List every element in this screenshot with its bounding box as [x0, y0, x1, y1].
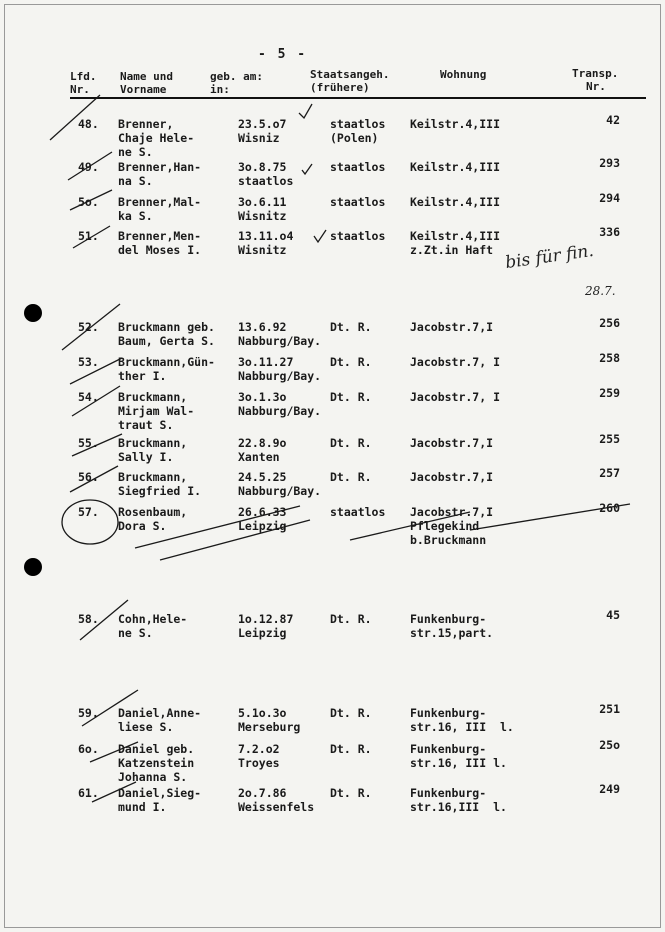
handwritten-date: 28.7.	[585, 284, 616, 298]
entry-birth-line: Nabburg/Bay.	[238, 484, 322, 498]
check-mark	[299, 104, 312, 118]
entry-name-line: Daniel,Sieg-	[118, 786, 202, 800]
entry-residence-line: str.16, III l.	[410, 756, 507, 770]
entry-name-line: Siegfried I.	[118, 484, 202, 498]
entry-number: 6o.	[78, 742, 99, 756]
entry-birth-line: Leipzig	[238, 626, 287, 640]
entry-name-line: liese S.	[118, 720, 174, 734]
entry-transport-number: 25o	[599, 738, 620, 752]
entry-birth-line: Leipzig	[238, 519, 287, 533]
entry-name-line: Bruckmann geb.	[118, 320, 215, 334]
circle-mark	[62, 500, 118, 544]
header-lfd-line2: Nr.	[70, 83, 90, 96]
entry-name-line: del Moses I.	[118, 243, 202, 257]
strike-line	[470, 504, 630, 530]
entry-birth-line: Wisnitz	[238, 209, 287, 223]
entry-nationality-line: Dt. R.	[330, 706, 372, 720]
tick-mark	[50, 95, 100, 140]
entry-name-line: Daniel geb.	[118, 742, 195, 756]
entry-residence-line: str.16, III l.	[410, 720, 514, 734]
header-staat-line2: (frühere)	[310, 81, 370, 94]
entry-number: 5o.	[78, 195, 99, 209]
entry-name-line: Rosenbaum,	[118, 505, 188, 519]
entry-name-line: Katzenstein	[118, 756, 195, 770]
entry-residence-line: b.Bruckmann	[410, 533, 487, 547]
entry-number: 55.	[78, 436, 99, 450]
entry-residence-line: Jacobstr.7,I	[410, 436, 494, 450]
entry-birth-line: Xanten	[238, 450, 280, 464]
tick-mark	[70, 358, 122, 384]
entry-birth-line: 23.5.o7	[238, 117, 287, 131]
entry-name-line: Sally I.	[118, 450, 174, 464]
check-mark	[302, 164, 312, 174]
entry-birth-line: staatlos	[238, 174, 294, 188]
header-transp-line2: Nr.	[586, 80, 606, 93]
entry-name-line: na S.	[118, 174, 153, 188]
entry-birth-line: Merseburg	[238, 720, 301, 734]
tick-mark	[92, 782, 136, 802]
entry-number: 52.	[78, 320, 99, 334]
entry-birth-line: Nabburg/Bay.	[238, 404, 322, 418]
entry-residence-line: z.Zt.in Haft	[410, 243, 494, 257]
tick-mark	[80, 600, 128, 640]
entry-name-line: Baum, Gerta S.	[118, 334, 215, 348]
entry-transport-number: 293	[599, 156, 620, 170]
entry-name-line: traut S.	[118, 418, 174, 432]
entry-birth-line: Troyes	[238, 756, 280, 770]
entry-nationality-line: staatlos	[330, 505, 386, 519]
entry-nationality-line: Dt. R.	[330, 742, 372, 756]
entry-name-line: ka S.	[118, 209, 153, 223]
entry-residence-line: Keilstr.4,III	[410, 229, 501, 243]
entry-birth-line: 26.6.33	[238, 505, 287, 519]
entry-birth-line: 3o.11.27	[238, 355, 294, 369]
entry-nationality-line: (Polen)	[330, 131, 379, 145]
entry-birth-line: 22.8.9o	[238, 436, 287, 450]
entry-birth-line: Weissenfels	[238, 800, 315, 814]
entry-nationality-line: Dt. R.	[330, 320, 372, 334]
entry-number: 51.	[78, 229, 99, 243]
entry-nationality-line: Dt. R.	[330, 470, 372, 484]
entry-residence-line: Jacobstr.7,I	[410, 320, 494, 334]
entry-birth-line: 3o.6.11	[238, 195, 287, 209]
entry-nationality-line: staatlos	[330, 195, 386, 209]
entry-birth-line: 5.1o.3o	[238, 706, 287, 720]
check-mark	[314, 230, 326, 242]
tick-mark	[70, 190, 112, 210]
entry-nationality-line: Dt. R.	[330, 355, 372, 369]
entry-number: 61.	[78, 786, 99, 800]
entry-birth-line: Nabburg/Bay.	[238, 369, 322, 383]
header-name-line2: Vorname	[120, 83, 167, 96]
entry-number: 48.	[78, 117, 99, 131]
entry-transport-number: 42	[606, 113, 620, 127]
entry-residence-line: str.16,III l.	[410, 800, 507, 814]
entry-name-line: Mirjam Wal-	[118, 404, 195, 418]
entry-nationality-line: staatlos	[330, 117, 386, 131]
tick-mark	[73, 226, 110, 248]
entry-residence-line: Keilstr.4,III	[410, 195, 501, 209]
strike-line	[135, 506, 300, 548]
entry-nationality-line: Dt. R.	[330, 612, 372, 626]
header-geb-line1: geb. am:	[210, 70, 263, 83]
entry-number: 53.	[78, 355, 99, 369]
entry-nationality-line: Dt. R.	[330, 436, 372, 450]
entry-name-line: Brenner,Mal-	[118, 195, 202, 209]
entry-name-line: mund I.	[118, 800, 167, 814]
entry-name-line: Dora S.	[118, 519, 167, 533]
entry-name-line: Brenner,Han-	[118, 160, 202, 174]
entry-name-line: Daniel,Anne-	[118, 706, 202, 720]
tick-mark	[70, 466, 118, 492]
entry-nationality-line: staatlos	[330, 160, 386, 174]
entry-name-line: Bruckmann,Gün-	[118, 355, 215, 369]
entry-residence-line: Pflegekind	[410, 519, 480, 533]
header-name-line1: Name und	[120, 70, 173, 83]
entry-transport-number: 256	[599, 316, 620, 330]
entry-birth-line: 24.5.25	[238, 470, 287, 484]
entry-residence-line: Funkenburg-	[410, 786, 487, 800]
entry-birth-line: 3o.1.3o	[238, 390, 287, 404]
entry-nationality-line: Dt. R.	[330, 390, 372, 404]
entry-number: 57.	[78, 505, 99, 519]
entry-number: 54.	[78, 390, 99, 404]
entry-name-line: Cohn,Hele-	[118, 612, 188, 626]
entry-transport-number: 260	[599, 501, 620, 515]
entry-birth-line: 3o.8.75	[238, 160, 287, 174]
entry-birth-line: 1o.12.87	[238, 612, 294, 626]
header-transp-line1: Transp.	[572, 67, 619, 80]
entry-residence-line: Keilstr.4,III	[410, 117, 501, 131]
strike-line	[160, 520, 310, 560]
entry-transport-number: 45	[606, 608, 620, 622]
entry-birth-line: Nabburg/Bay.	[238, 334, 322, 348]
entry-name-line: Bruckmann,	[118, 436, 188, 450]
header-staat-line1: Staatsangeh.	[310, 68, 390, 81]
entry-number: 56.	[78, 470, 99, 484]
entry-name-line: ne S.	[118, 145, 153, 159]
strike-line	[350, 512, 470, 540]
tick-mark	[72, 386, 120, 416]
entry-nationality-line: staatlos	[330, 229, 386, 243]
entry-transport-number: 336	[599, 225, 620, 239]
entry-name-line: Brenner,Men-	[118, 229, 202, 243]
entry-residence-line: Jacobstr.7,I	[410, 505, 494, 519]
entry-name-line: ther I.	[118, 369, 167, 383]
entry-residence-line: str.15,part.	[410, 626, 494, 640]
entry-name-line: Bruckmann,	[118, 470, 188, 484]
entry-birth-line: Wisniz	[238, 131, 280, 145]
entry-transport-number: 259	[599, 386, 620, 400]
entry-residence-line: Funkenburg-	[410, 742, 487, 756]
entry-name-line: ne S.	[118, 626, 153, 640]
entry-transport-number: 294	[599, 191, 620, 205]
entry-transport-number: 249	[599, 782, 620, 796]
tick-mark	[68, 152, 112, 180]
entry-transport-number: 258	[599, 351, 620, 365]
entry-residence-line: Funkenburg-	[410, 706, 487, 720]
entry-residence-line: Jacobstr.7,I	[410, 470, 494, 484]
tick-mark	[72, 434, 122, 456]
entry-name-line: Brenner,	[118, 117, 174, 131]
tick-mark	[82, 690, 138, 726]
header-geb-line2: in:	[210, 83, 230, 96]
entry-birth-line: 7.2.o2	[238, 742, 280, 756]
handwritten-note: bis für fin.	[504, 240, 595, 274]
entry-transport-number: 255	[599, 432, 620, 446]
entry-number: 58.	[78, 612, 99, 626]
entry-residence-line: Keilstr.4,III	[410, 160, 501, 174]
tick-mark	[62, 304, 120, 350]
entry-number: 59.	[78, 706, 99, 720]
header-lfd-line1: Lfd.	[70, 70, 97, 83]
header-wohnung-line1: Wohnung	[440, 68, 487, 81]
entry-birth-line: 2o.7.86	[238, 786, 287, 800]
entry-name-line: Chaje Hele-	[118, 131, 195, 145]
entry-name-line: Bruckmann,	[118, 390, 188, 404]
tick-mark	[90, 742, 138, 762]
entry-nationality-line: Dt. R.	[330, 786, 372, 800]
entry-residence-line: Funkenburg-	[410, 612, 487, 626]
entry-name-line: Johanna S.	[118, 770, 188, 784]
entry-transport-number: 251	[599, 702, 620, 716]
entry-transport-number: 257	[599, 466, 620, 480]
entry-birth-line: Wisnitz	[238, 243, 287, 257]
entry-birth-line: 13.6.92	[238, 320, 287, 334]
page-number: - 5 -	[258, 47, 308, 62]
entry-number: 49.	[78, 160, 99, 174]
entry-residence-line: Jacobstr.7, I	[410, 355, 501, 369]
entry-residence-line: Jacobstr.7, I	[410, 390, 501, 404]
entry-birth-line: 13.11.o4	[238, 229, 294, 243]
